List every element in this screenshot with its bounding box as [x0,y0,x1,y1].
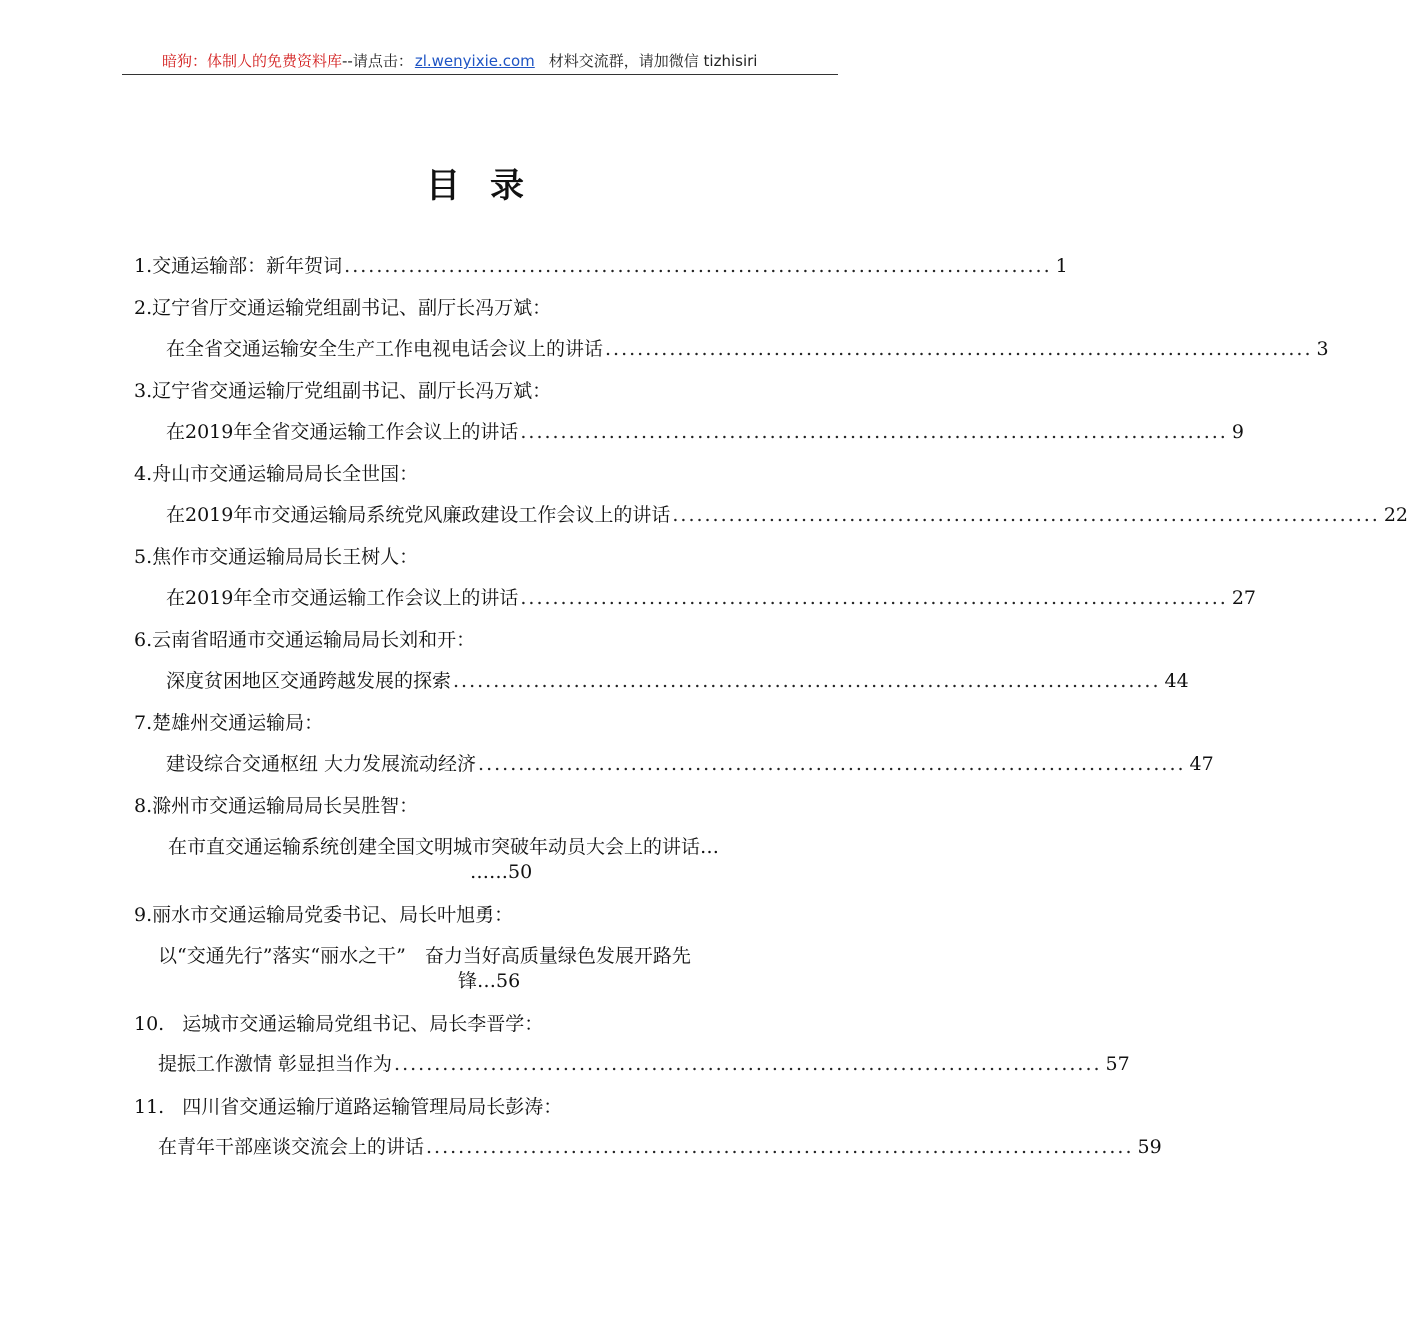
toc-entry-5-title[interactable] [166,584,1257,612]
toc-subtitle: 在全省交通运输安全生产工作电视电话会议上的讲话 [166,338,604,360]
toc-number: 5. [134,546,153,568]
page-header [122,50,838,75]
toc-subtitle: 深度贫困地区交通跨越发展的探索 [166,670,452,692]
toc-entry-11-title[interactable] [158,1133,1162,1161]
toc-page: 1 [1055,255,1068,277]
dot-leader: ........................................................................................ [344,255,1052,277]
toc-heading: 运城市交通运输局党组书记、局长李晋学： [182,1013,544,1035]
toc-heading: 滁州市交通运输局局长吴胜智： [152,795,419,817]
toc-number: 9. [134,904,153,926]
toc-entry-11-heading[interactable] [134,1093,562,1121]
toc-entry-10-title[interactable] [158,1050,1130,1078]
toc-number: 8. [134,795,153,817]
toc-page-continuation: ……50 [470,861,533,883]
dot-leader: ........................................................................................ [394,1053,1102,1075]
toc-heading: 云南省昭通市交通运输局局长刘和开： [152,629,476,651]
toc-number: 2. [134,297,153,319]
header-click-prompt: --请点击： [342,52,413,70]
toc-subtitle: 提振工作激情 彰显担当作为 [158,1053,393,1075]
toc-entry-8-title[interactable] [168,833,719,861]
dot-leader: ........................................................................................ [426,1136,1134,1158]
toc-entry-2-heading[interactable] [134,294,551,322]
toc-heading: 楚雄州交通运输局： [152,712,324,734]
toc-heading: 焦作市交通运输局局长王树人： [152,546,419,568]
toc-entry-4-heading[interactable] [134,460,418,488]
toc-entry-4-title[interactable] [166,501,1408,529]
page-title: 目录 [426,166,554,206]
toc-entry-3-heading[interactable] [134,377,551,405]
toc-number: 7. [134,712,153,734]
toc-page: 22 [1383,504,1408,526]
dot-leader: ........................................................................................ [672,504,1380,526]
toc-subtitle: 在2019年全省交通运输工作会议上的讲话 [166,421,519,443]
dot-leader: ........................................................................................ [520,587,1228,609]
toc-heading: 丽水市交通运输局党委书记、局长叶旭勇： [152,904,514,926]
toc-subtitle: 建设综合交通枢纽 大力发展流动经济 [166,753,477,775]
toc-number: 4. [134,463,153,485]
dot-leader: ........................................................................................ [453,670,1161,692]
toc-number: 6. [134,629,153,651]
toc-page-continuation: 锋…56 [458,970,521,992]
toc-number: 1. [134,255,153,277]
toc-number: 10. [134,1013,165,1035]
header-group-text: 材料交流群，请加微信 tizhisiri [548,52,758,70]
toc-heading: 辽宁省交通运输厅党组副书记、副厅长冯万斌： [152,380,552,402]
toc-entry-6-heading[interactable] [134,626,475,654]
toc-page: 44 [1164,670,1189,692]
toc-entry-9-continuation[interactable] [458,967,520,995]
dot-leader: ........................................................................................ [478,753,1186,775]
toc-entry-1[interactable] [134,252,1068,280]
toc-number: 11. [134,1096,165,1118]
toc-subtitle: 在2019年市交通运输局系统党风廉政建设工作会议上的讲话 [166,504,671,526]
toc-entry-2-title[interactable] [166,335,1329,363]
toc-entry-6-title[interactable] [166,667,1189,695]
toc-subtitle: 在市直交通运输系统创建全国文明城市突破年动员大会上的讲话… [168,836,720,858]
toc-page: 3 [1316,338,1329,360]
toc-page: 47 [1189,753,1214,775]
toc-heading: 辽宁省厅交通运输党组副书记、副厅长冯万斌： [152,297,552,319]
toc-subtitle: 在2019年全市交通运输工作会议上的讲话 [166,587,519,609]
toc-heading: 四川省交通运输厅道路运输管理局局长彭涛： [182,1096,563,1118]
toc-heading: 舟山市交通运输局局长全世国： [152,463,419,485]
dot-leader: ........................................................................................ [520,421,1228,443]
toc-page: 27 [1231,587,1257,609]
toc-entry-9-heading[interactable] [134,901,513,929]
toc-entry-8-heading[interactable] [134,792,418,820]
toc-entry-9-title[interactable] [158,942,691,970]
header-link[interactable]: zl.wenyixie.com [414,52,535,70]
toc-page: 9 [1231,421,1244,443]
toc-subtitle: 在青年干部座谈交流会上的讲话 [158,1136,425,1158]
toc-page: 59 [1137,1136,1162,1158]
toc-entry-3-title[interactable] [166,418,1244,446]
toc-entry-8-continuation[interactable] [470,858,532,886]
toc-entry-7-heading[interactable] [134,709,323,737]
toc-entry-10-heading[interactable] [134,1010,543,1038]
toc-subtitle: 以“交通先行”落实“丽水之干” 奋力当好高质量绿色发展开路先 [158,945,691,967]
dot-leader: ........................................................................................ [605,338,1313,360]
header-brand: 暗狗：体制人的免费资料库 [162,52,343,70]
toc-entry-5-heading[interactable] [134,543,418,571]
toc-heading: 交通运输部：新年贺词 [152,255,343,277]
toc-entry-7-title[interactable] [166,750,1214,778]
toc-page: 57 [1105,1053,1130,1075]
toc-number: 3. [134,380,153,402]
